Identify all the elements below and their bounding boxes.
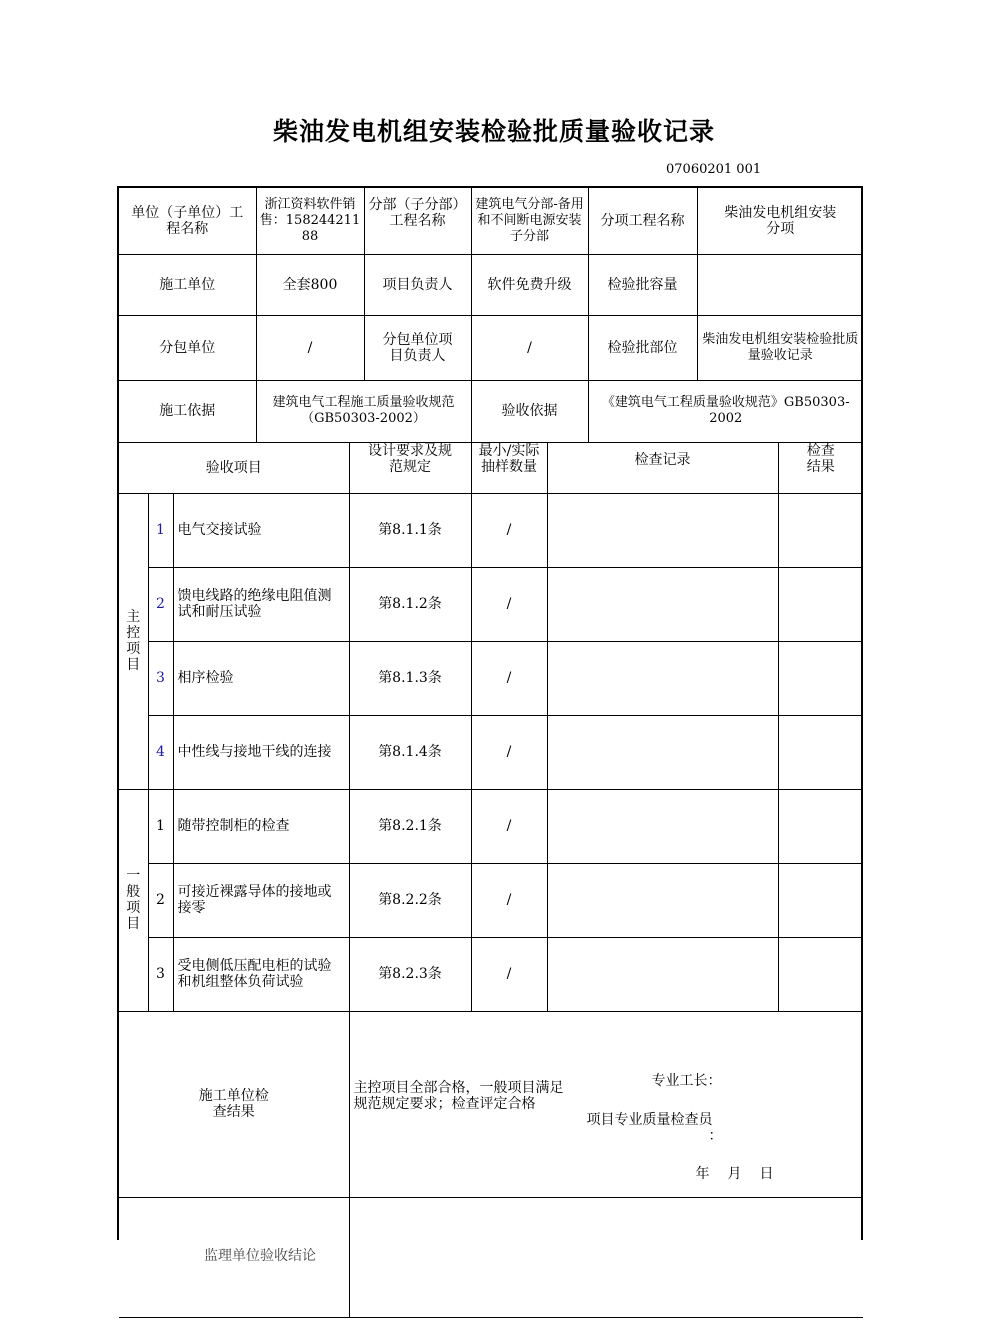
- item-record[interactable]: [547, 937, 778, 1011]
- sub-pm-label: 分包单位项目负责人: [364, 315, 471, 380]
- inspector-label: 项目专业质量检查员: [586, 1111, 713, 1128]
- subitem-value: 柴油发电机组安装分项: [697, 188, 863, 254]
- contractor-inspection-label: 施工单位检查结果: [119, 1011, 349, 1197]
- item-no: 3: [148, 641, 173, 715]
- foreman-label: 专业工长：: [651, 1072, 722, 1089]
- item-record[interactable]: [547, 641, 778, 715]
- col-sample: 最小/实际抽样数量: [471, 442, 547, 493]
- item-clause: 第8.1.1条: [349, 493, 471, 567]
- item-no: 3: [148, 937, 173, 1011]
- item-name: 馈电线路的绝缘电阻值测 试和耐压试验: [173, 567, 349, 641]
- item-sample: /: [471, 937, 547, 1011]
- column-header-row: [119, 442, 863, 493]
- inspector-colon: ：: [708, 1127, 723, 1144]
- item-name: 受电侧低压配电柜的试验 和机组整体负荷试验: [173, 937, 349, 1011]
- subitem-label: 分项工程名称: [588, 188, 697, 254]
- col-record: 检查记录: [547, 442, 778, 493]
- inspection-result-text: 主控项目全部合格，一般项目满足规范规定要求；检查评定合格: [353, 1079, 564, 1112]
- division-value: 建筑电气分部-备用和不间断电源安装子分部: [471, 188, 588, 254]
- pm-label: 项目负责人: [364, 254, 471, 315]
- item-no: 2: [148, 863, 173, 937]
- item-clause: 第8.2.2条: [349, 863, 471, 937]
- table-row: [119, 715, 863, 789]
- col-item: 验收项目: [119, 442, 349, 493]
- header-row-contractor: [119, 254, 863, 315]
- basis-value: 建筑电气工程施工质量验收规范（GB50303-2002）: [256, 380, 471, 442]
- item-result[interactable]: [778, 493, 863, 567]
- item-sample: /: [471, 715, 547, 789]
- supervision-body[interactable]: [349, 1197, 863, 1317]
- capacity-label: 检验批容量: [588, 254, 697, 315]
- header-row-subcontractor: [119, 315, 863, 380]
- item-name: 随带控制柜的检查: [173, 789, 349, 863]
- main-group-label: 主控项目: [119, 493, 148, 789]
- item-result[interactable]: [778, 567, 863, 641]
- subcontractor-label: 分包单位: [119, 315, 256, 380]
- item-record[interactable]: [547, 715, 778, 789]
- unit-value: 浙江资料软件销售：15824421188: [256, 188, 364, 254]
- item-clause: 第8.1.2条: [349, 567, 471, 641]
- sub-pm-value: /: [471, 315, 588, 380]
- col-result: 检查结果: [778, 442, 863, 493]
- item-sample: /: [471, 789, 547, 863]
- document-code: 07060201 001: [666, 162, 762, 177]
- item-clause: 第8.1.4条: [349, 715, 471, 789]
- division-label: 分部（子分部）工程名称: [364, 188, 471, 254]
- general-group-label: 一般项目: [119, 789, 148, 1011]
- item-no: 1: [148, 493, 173, 567]
- subcontractor-value: /: [256, 315, 364, 380]
- table-row: [119, 863, 863, 937]
- item-record[interactable]: [547, 567, 778, 641]
- unit-label: 单位（子单位）工程名称: [119, 188, 256, 254]
- item-no: 2: [148, 567, 173, 641]
- item-name: 中性线与接地干线的连接: [173, 715, 349, 789]
- item-no: 4: [148, 715, 173, 789]
- item-no: 1: [148, 789, 173, 863]
- item-record[interactable]: [547, 863, 778, 937]
- header-row-basis: [119, 380, 863, 442]
- table-row: [119, 937, 863, 1011]
- supervision-row: [119, 1197, 863, 1317]
- capacity-value: [697, 254, 863, 315]
- pm-value: 软件免费升级: [471, 254, 588, 315]
- table-row: [119, 567, 863, 641]
- item-record[interactable]: [547, 789, 778, 863]
- location-value: 柴油发电机组安装检验批质量验收记录: [697, 315, 863, 380]
- date-label: 年 月 日: [695, 1165, 776, 1182]
- contractor-inspection-body: [349, 1011, 863, 1197]
- col-design: 设计要求及规范规定: [349, 442, 471, 493]
- item-clause: 第8.1.3条: [349, 641, 471, 715]
- basis-label: 施工依据: [119, 380, 256, 442]
- item-result[interactable]: [778, 641, 863, 715]
- item-name: 相序检验: [173, 641, 349, 715]
- item-clause: 第8.2.3条: [349, 937, 471, 1011]
- item-sample: /: [471, 493, 547, 567]
- table-row: [119, 789, 863, 863]
- contractor-value: 全套800: [256, 254, 364, 315]
- table-row: [119, 641, 863, 715]
- item-record[interactable]: [547, 493, 778, 567]
- item-result[interactable]: [778, 715, 863, 789]
- form-table: [119, 188, 863, 1318]
- item-sample: /: [471, 567, 547, 641]
- item-clause: 第8.2.1条: [349, 789, 471, 863]
- location-label: 检验批部位: [588, 315, 697, 380]
- contractor-label: 施工单位: [119, 254, 256, 315]
- item-sample: /: [471, 863, 547, 937]
- supervision-label: 监理单位验收结论: [204, 1247, 316, 1264]
- item-name: 电气交接试验: [173, 493, 349, 567]
- item-result[interactable]: [778, 863, 863, 937]
- item-result[interactable]: [778, 789, 863, 863]
- item-result[interactable]: [778, 937, 863, 1011]
- item-name: 可接近裸露导体的接地或 接零: [173, 863, 349, 937]
- acceptance-value: 《建筑电气工程质量验收规范》GB50303-2002: [588, 380, 863, 442]
- supervision-label-cell: [119, 1197, 349, 1317]
- table-row: [119, 493, 863, 567]
- acceptance-label: 验收依据: [471, 380, 588, 442]
- inspection-form: [117, 186, 863, 1264]
- header-row-unit: [119, 188, 863, 254]
- contractor-inspection-row: [119, 1011, 863, 1197]
- item-sample: /: [471, 641, 547, 715]
- page-title: 柴油发电机组安装检验批质量验收记录: [272, 117, 715, 146]
